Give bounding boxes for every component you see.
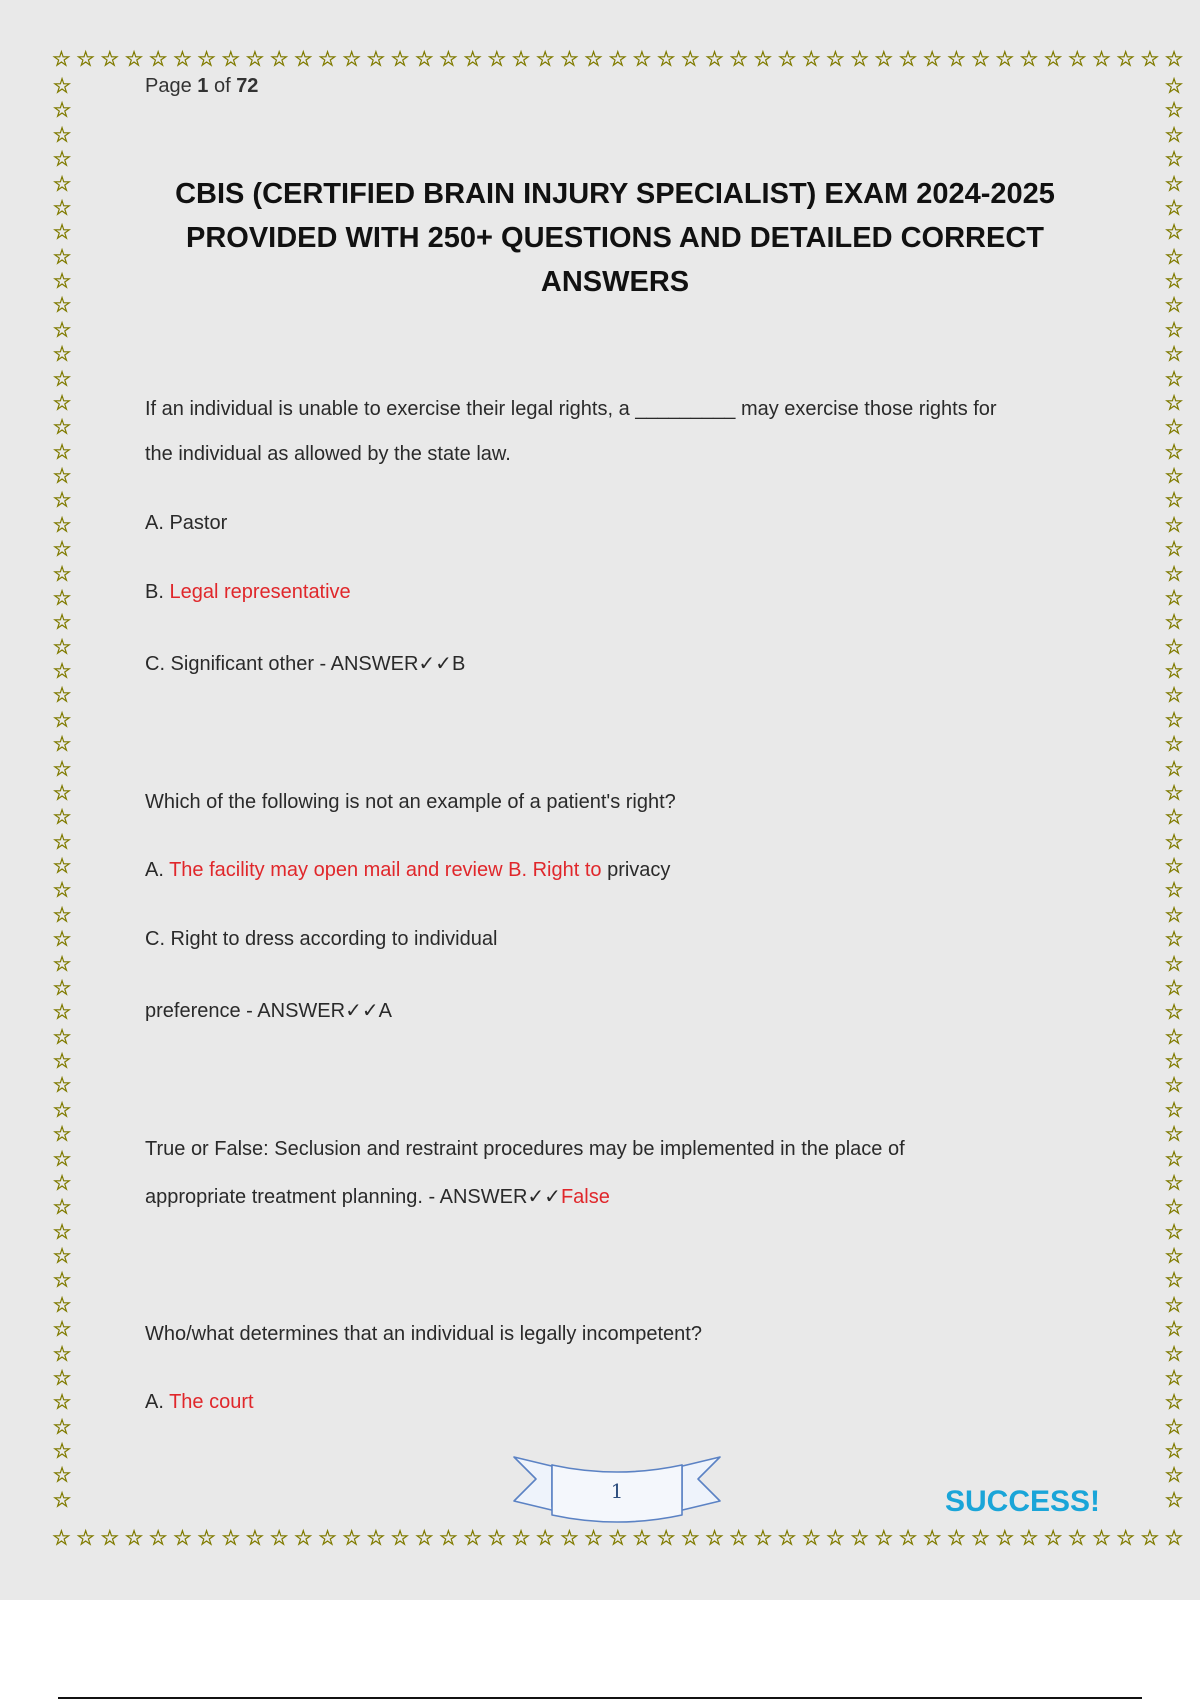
star-icon: ☆ [535, 1527, 555, 1550]
star-icon: ☆ [1116, 1527, 1136, 1550]
star-icon: ☆ [1164, 513, 1184, 537]
star-icon: ☆ [52, 855, 72, 878]
star-icon: ☆ [1164, 245, 1184, 269]
star-icon: ☆ [946, 1527, 966, 1550]
star-icon: ☆ [1164, 1464, 1184, 1488]
star-icon: ☆ [1164, 562, 1184, 586]
star-icon: ☆ [390, 1527, 410, 1550]
star-icon: ☆ [366, 48, 386, 71]
star-icon: ☆ [1164, 1123, 1184, 1147]
star-icon: ☆ [1116, 48, 1136, 71]
star-icon: ☆ [1164, 611, 1184, 635]
title-line-2: PROVIDED WITH 250+ QUESTIONS AND DETAILED CORRECT [185, 222, 1044, 254]
star-icon: ☆ [1164, 1527, 1184, 1550]
star-icon: ☆ [172, 1527, 192, 1550]
star-icon: ☆ [197, 1527, 216, 1550]
star-icon: ☆ [1164, 903, 1184, 927]
star-icon: ☆ [1164, 172, 1184, 196]
star-icon: ☆ [100, 48, 120, 71]
star-icon: ☆ [753, 1527, 773, 1550]
star-icon: ☆ [729, 48, 749, 71]
star-icon: ☆ [221, 1527, 241, 1550]
star-icon: ☆ [1164, 489, 1184, 513]
star-icon: ☆ [1164, 928, 1184, 952]
star-icon: ☆ [898, 48, 918, 71]
star-icon: ☆ [245, 48, 265, 71]
star-icon: ☆ [826, 48, 845, 71]
star-icon: ☆ [1164, 1366, 1184, 1390]
star-icon: ☆ [1164, 781, 1184, 805]
document-title [150, 172, 1080, 304]
star-icon: ☆ [874, 1527, 894, 1550]
star-icon: ☆ [197, 48, 216, 71]
star-icon: ☆ [52, 48, 71, 71]
star-icon: ☆ [608, 48, 628, 71]
banner-page-number: 1 [610, 1479, 624, 1503]
star-border-bottom [52, 1527, 1184, 1551]
star-icon: ☆ [1043, 1527, 1063, 1550]
ribbon-banner-icon [512, 1455, 722, 1527]
star-icon: ☆ [801, 1527, 821, 1550]
star-icon: ☆ [1164, 1220, 1184, 1244]
star-icon: ☆ [1164, 830, 1184, 854]
star-icon: ☆ [1164, 660, 1184, 683]
star-icon: ☆ [1164, 148, 1184, 172]
star-icon: ☆ [1140, 48, 1160, 71]
star-icon: ☆ [52, 1147, 72, 1171]
star-icon: ☆ [1164, 123, 1184, 147]
star-icon: ☆ [1164, 586, 1184, 610]
star-icon: ☆ [52, 684, 72, 708]
star-icon: ☆ [318, 1527, 337, 1550]
star-icon: ☆ [1164, 367, 1184, 391]
star-icon: ☆ [1164, 343, 1184, 367]
star-icon: ☆ [1164, 1171, 1184, 1195]
q4-option-a [145, 1391, 254, 1414]
footer-divider [58, 1697, 1142, 1699]
star-icon: ☆ [52, 903, 72, 927]
star-icon: ☆ [52, 733, 72, 757]
q2-option-a-prefix: A. [145, 859, 170, 881]
q1-option-b-prefix: B. [145, 581, 170, 603]
star-icon: ☆ [269, 1527, 289, 1550]
star-icon: ☆ [52, 1269, 72, 1293]
star-icon: ☆ [559, 48, 579, 71]
star-icon: ☆ [52, 1025, 72, 1049]
star-icon: ☆ [1164, 1488, 1184, 1512]
star-icon: ☆ [777, 1527, 797, 1550]
star-icon: ☆ [52, 1342, 72, 1366]
star-icon: ☆ [52, 1196, 72, 1220]
star-icon: ☆ [52, 1366, 72, 1390]
star-icon: ☆ [52, 879, 72, 903]
star-icon: ☆ [1164, 806, 1184, 830]
star-icon: ☆ [705, 48, 724, 71]
star-icon: ☆ [52, 928, 72, 952]
star-icon: ☆ [1164, 684, 1184, 708]
star-icon: ☆ [52, 757, 72, 781]
star-icon: ☆ [1164, 1196, 1184, 1220]
star-icon: ☆ [535, 48, 555, 71]
star-icon: ☆ [52, 391, 72, 415]
star-icon: ☆ [1164, 1269, 1184, 1293]
star-icon: ☆ [656, 48, 676, 71]
star-icon: ☆ [52, 635, 72, 659]
star-icon: ☆ [1164, 196, 1184, 220]
star-icon: ☆ [463, 1527, 483, 1550]
star-icon: ☆ [52, 781, 72, 805]
star-icon: ☆ [463, 48, 483, 71]
star-icon: ☆ [52, 99, 72, 123]
star-icon: ☆ [729, 1527, 749, 1550]
star-icon: ☆ [1164, 1293, 1184, 1317]
star-icon: ☆ [52, 1123, 72, 1147]
star-icon: ☆ [52, 440, 72, 464]
page-number-label [145, 75, 258, 98]
star-icon: ☆ [52, 1527, 71, 1550]
star-icon: ☆ [52, 1220, 72, 1244]
star-icon: ☆ [1164, 75, 1184, 98]
star-icon: ☆ [342, 48, 362, 71]
star-icon: ☆ [1164, 416, 1184, 440]
star-icon: ☆ [52, 660, 72, 683]
q2-stem: Which of the following is not an example of a patient's right? [145, 791, 676, 813]
star-icon: ☆ [124, 48, 144, 71]
star-icon: ☆ [995, 48, 1015, 71]
star-icon: ☆ [52, 708, 72, 732]
star-icon: ☆ [52, 1074, 72, 1098]
star-icon: ☆ [801, 48, 821, 71]
star-icon: ☆ [52, 1488, 72, 1512]
star-icon: ☆ [1164, 391, 1184, 415]
star-icon: ☆ [1164, 1415, 1184, 1439]
star-icon: ☆ [1164, 221, 1184, 245]
star-icon: ☆ [439, 48, 458, 71]
star-icon: ☆ [148, 1527, 168, 1550]
star-icon: ☆ [148, 48, 168, 71]
star-icon: ☆ [946, 48, 966, 71]
star-icon: ☆ [1164, 1098, 1184, 1122]
star-icon: ☆ [584, 48, 603, 71]
q2-option-c-line-2: preference - ANSWER✓✓A [145, 1000, 392, 1022]
star-icon: ☆ [1164, 48, 1184, 71]
star-icon: ☆ [1164, 976, 1184, 1000]
q1-option-c: C. Significant other - ANSWER✓✓B [145, 653, 466, 675]
q4-option-a-answer: The court [169, 1391, 254, 1413]
star-icon: ☆ [1164, 708, 1184, 732]
star-icon: ☆ [1164, 1318, 1184, 1342]
star-icon: ☆ [124, 1527, 144, 1550]
star-icon: ☆ [874, 48, 894, 71]
star-icon: ☆ [52, 830, 72, 854]
star-icon: ☆ [52, 513, 72, 537]
title-line-1: CBIS (CERTIFIED BRAIN INJURY SPECIALIST) EXAM 2024-2025 [175, 178, 1055, 210]
star-icon: ☆ [1164, 1342, 1184, 1366]
star-icon: ☆ [1164, 318, 1184, 342]
star-icon: ☆ [52, 294, 72, 318]
star-icon: ☆ [52, 1293, 72, 1317]
star-icon: ☆ [995, 1527, 1015, 1550]
star-icon: ☆ [52, 75, 72, 98]
star-icon: ☆ [1164, 1050, 1184, 1073]
star-icon: ☆ [1164, 1147, 1184, 1171]
star-icon: ☆ [414, 48, 434, 71]
page-label-prefix: Page [145, 75, 198, 97]
star-icon: ☆ [1164, 294, 1184, 318]
star-icon: ☆ [52, 367, 72, 391]
star-icon: ☆ [1164, 952, 1184, 976]
star-icon: ☆ [52, 1391, 72, 1415]
q1-stem-line-2: the individual as allowed by the state law. [145, 443, 511, 465]
star-icon: ☆ [52, 1098, 72, 1122]
star-icon: ☆ [1164, 855, 1184, 878]
star-icon: ☆ [584, 1527, 603, 1550]
star-icon: ☆ [52, 343, 72, 367]
star-icon: ☆ [656, 1527, 676, 1550]
star-icon: ☆ [705, 1527, 724, 1550]
star-icon: ☆ [52, 1440, 72, 1463]
star-icon: ☆ [318, 48, 337, 71]
star-icon: ☆ [487, 1527, 507, 1550]
page-total: 72 [236, 75, 259, 97]
star-icon: ☆ [52, 1464, 72, 1488]
star-icon: ☆ [1019, 48, 1039, 71]
star-icon: ☆ [608, 1527, 628, 1550]
star-icon: ☆ [1067, 48, 1087, 71]
star-icon: ☆ [1164, 270, 1184, 293]
star-icon: ☆ [1164, 1245, 1184, 1268]
star-icon: ☆ [559, 1527, 579, 1550]
page-label-mid: of [208, 75, 237, 97]
star-icon: ☆ [1164, 440, 1184, 464]
star-icon: ☆ [245, 1527, 265, 1550]
star-icon: ☆ [632, 1527, 652, 1550]
star-icon: ☆ [52, 952, 72, 976]
star-icon: ☆ [52, 1415, 72, 1439]
q3-stem-line-1: True or False: Seclusion and restraint procedures may be implemented in the place of [145, 1138, 905, 1160]
star-icon: ☆ [826, 1527, 845, 1550]
star-icon: ☆ [293, 1527, 313, 1550]
star-icon: ☆ [76, 48, 96, 71]
star-icon: ☆ [1164, 1001, 1184, 1025]
star-icon: ☆ [1164, 1440, 1184, 1463]
star-icon: ☆ [1164, 1391, 1184, 1415]
star-icon: ☆ [100, 1527, 120, 1550]
star-icon: ☆ [680, 1527, 700, 1550]
star-icon: ☆ [1164, 1025, 1184, 1049]
star-icon: ☆ [52, 270, 72, 293]
star-icon: ☆ [52, 1050, 72, 1073]
star-icon: ☆ [511, 48, 531, 71]
star-icon: ☆ [1164, 757, 1184, 781]
star-icon: ☆ [971, 48, 990, 71]
star-icon: ☆ [1019, 1527, 1039, 1550]
star-icon: ☆ [52, 489, 72, 513]
star-icon: ☆ [52, 148, 72, 172]
star-icon: ☆ [1164, 733, 1184, 757]
star-icon: ☆ [52, 465, 72, 488]
star-icon: ☆ [52, 976, 72, 1000]
star-icon: ☆ [680, 48, 700, 71]
star-icon: ☆ [52, 123, 72, 147]
star-icon: ☆ [439, 1527, 458, 1550]
q4-stem: Who/what determines that an individual is legally incompetent? [145, 1323, 702, 1345]
star-icon: ☆ [1067, 1527, 1087, 1550]
star-icon: ☆ [221, 48, 241, 71]
q2-option-c-line-1: C. Right to dress according to individual [145, 928, 498, 950]
star-icon: ☆ [76, 1527, 96, 1550]
q3-answer: False [560, 1186, 610, 1208]
q3-stem-prefix: appropriate treatment planning. - ANSWER✓✓ [145, 1186, 561, 1208]
star-icon: ☆ [1164, 879, 1184, 903]
star-icon: ☆ [1092, 1527, 1111, 1550]
star-icon: ☆ [1140, 1527, 1160, 1550]
star-icon: ☆ [293, 48, 313, 71]
star-icon: ☆ [342, 1527, 362, 1550]
star-icon: ☆ [487, 48, 507, 71]
star-icon: ☆ [52, 1245, 72, 1268]
q1-option-b-answer: Legal representative [169, 581, 351, 603]
star-icon: ☆ [753, 48, 773, 71]
star-icon: ☆ [390, 48, 410, 71]
success-label: SUCCESS! [945, 1485, 1101, 1518]
star-icon: ☆ [52, 172, 72, 196]
title-line-3: ANSWERS [540, 266, 690, 298]
star-icon: ☆ [172, 48, 192, 71]
star-icon: ☆ [1092, 48, 1111, 71]
star-icon: ☆ [511, 1527, 531, 1550]
star-icon: ☆ [1164, 635, 1184, 659]
q2-option-a-suffix: privacy [601, 859, 671, 881]
star-icon: ☆ [414, 1527, 434, 1550]
star-icon: ☆ [922, 48, 942, 71]
q4-option-a-prefix: A. [145, 1391, 170, 1413]
q2-option-a [145, 859, 670, 882]
q1-option-b [145, 581, 351, 604]
star-icon: ☆ [52, 806, 72, 830]
star-icon: ☆ [52, 318, 72, 342]
star-icon: ☆ [366, 1527, 386, 1550]
star-border-right [1162, 76, 1186, 1512]
star-icon: ☆ [777, 48, 797, 71]
star-icon: ☆ [850, 1527, 870, 1550]
star-border-top [52, 48, 1184, 72]
star-icon: ☆ [1164, 538, 1184, 562]
star-icon: ☆ [52, 1001, 72, 1025]
star-icon: ☆ [52, 538, 72, 562]
star-icon: ☆ [632, 48, 652, 71]
star-icon: ☆ [52, 562, 72, 586]
q1-option-a: A. Pastor [145, 512, 228, 534]
star-icon: ☆ [52, 586, 72, 610]
q2-option-a-answer: The facility may open mail and review B. Right to [169, 859, 602, 881]
q3-stem-line-2 [145, 1184, 610, 1209]
star-icon: ☆ [52, 196, 72, 220]
star-icon: ☆ [1164, 1074, 1184, 1098]
star-icon: ☆ [52, 221, 72, 245]
star-icon: ☆ [269, 48, 289, 71]
star-icon: ☆ [52, 1318, 72, 1342]
star-icon: ☆ [52, 1171, 72, 1195]
page-current: 1 [197, 75, 209, 97]
star-icon: ☆ [1164, 465, 1184, 488]
star-icon: ☆ [971, 1527, 990, 1550]
star-icon: ☆ [898, 1527, 918, 1550]
star-icon: ☆ [850, 48, 870, 71]
star-icon: ☆ [52, 416, 72, 440]
star-icon: ☆ [1043, 48, 1063, 71]
q1-stem-line-1: If an individual is unable to exercise their legal rights, a _________ may exercise those rights for [145, 398, 997, 420]
star-icon: ☆ [52, 611, 72, 635]
star-icon: ☆ [1164, 99, 1184, 123]
star-icon: ☆ [922, 1527, 942, 1550]
star-icon: ☆ [52, 245, 72, 269]
star-border-left [50, 76, 74, 1512]
